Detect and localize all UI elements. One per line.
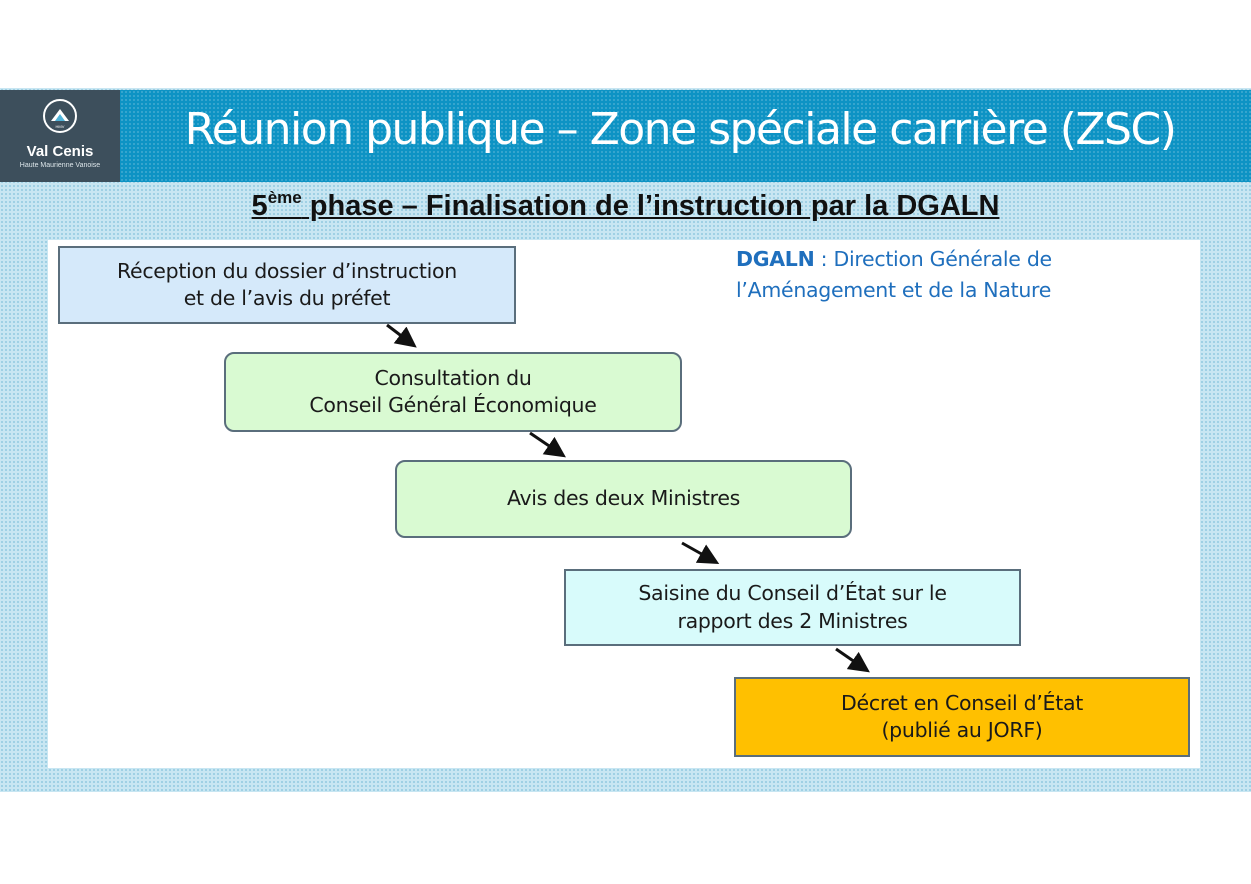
definition-text: : Direction Générale de l’Aménagement et de la Nature [736, 247, 1052, 302]
step-consultation-label: Consultation du Conseil Général Économique [309, 365, 597, 417]
step-reception-label: Réception du dossier d’instruction et de l’avis du préfet [116, 258, 457, 310]
arrow-3 [682, 543, 714, 561]
step-saisine-label: Saisine du Conseil d’État sur le rapport des 2 Ministres [638, 581, 947, 633]
arrow-1 [387, 325, 412, 344]
phase-text: phase – Finalisation de l’instruction par la DGALN [301, 190, 1000, 222]
step-decret-label: Décret en Conseil d’État (publié au JORF) [841, 690, 1083, 742]
definition-term: DGALN [736, 247, 815, 271]
arrow-4 [836, 649, 865, 669]
logo-name: Val Cenis [26, 143, 94, 160]
svg-text:HMV: HMV [55, 124, 65, 129]
phase-number: 5 [251, 190, 268, 222]
page-title: Réunion publique – Zone spéciale carrière (ZSC) [184, 104, 1176, 155]
arrow-2 [530, 433, 561, 454]
step-avis-ministres-label: Avis des deux Ministres [506, 486, 741, 511]
phase-suffix: ème [267, 188, 302, 207]
logo-subtitle: Haute Maurienne Vanoise [19, 162, 101, 169]
